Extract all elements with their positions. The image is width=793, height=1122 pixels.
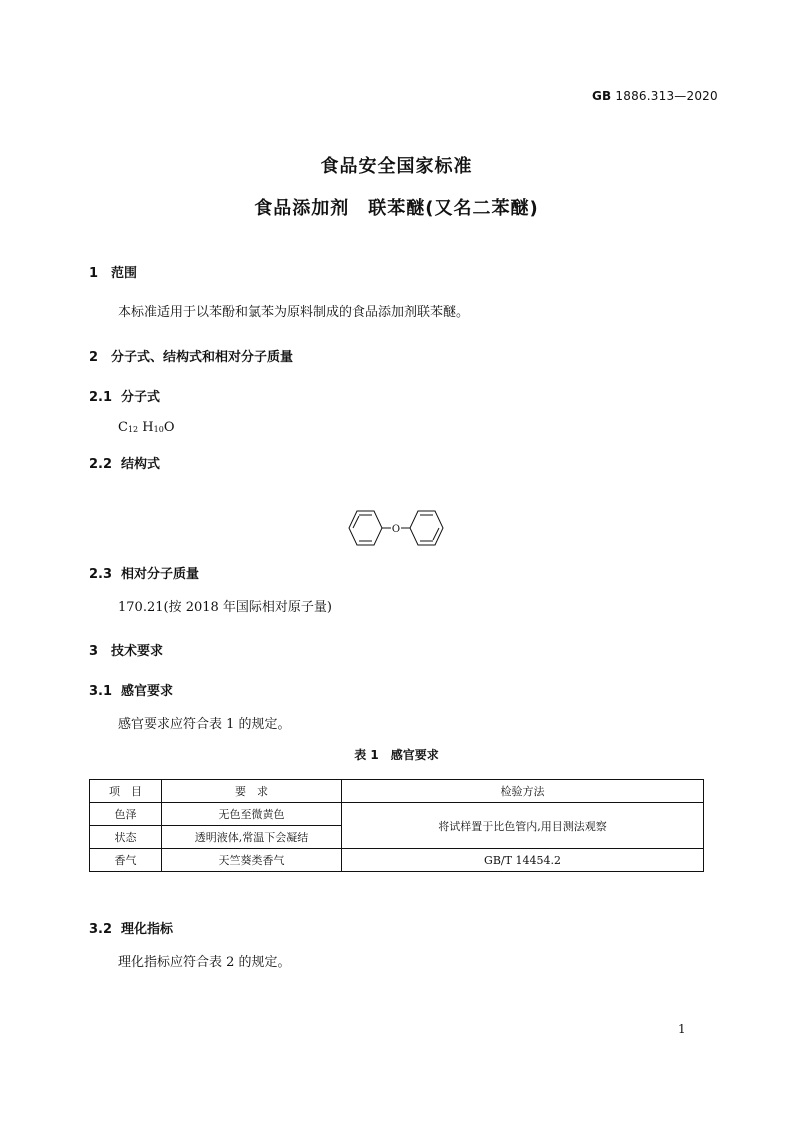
cell-requirement: 无色至微黄色 bbox=[162, 803, 342, 826]
sensory-requirements-table bbox=[89, 779, 704, 872]
section-1-text: 本标准适用于以苯酚和氯苯为原料制成的食品添加剂联苯醚。 bbox=[118, 305, 470, 320]
cell-item: 色泽 bbox=[90, 803, 162, 826]
molecular-formula bbox=[118, 420, 174, 435]
cell-item: 香气 bbox=[90, 849, 162, 872]
section-3-heading bbox=[89, 640, 163, 659]
section-title: 相对分子质量 bbox=[121, 567, 200, 582]
section-title: 理化指标 bbox=[121, 922, 174, 937]
formula-carbon-count: 12 bbox=[127, 425, 139, 434]
section-number: 2.2 bbox=[89, 457, 113, 472]
section-2-3-heading bbox=[89, 563, 199, 582]
section-1-heading bbox=[89, 262, 137, 281]
cell-requirement: 透明液体,常温下会凝结 bbox=[162, 826, 342, 849]
section-2-heading bbox=[89, 346, 293, 365]
column-header-requirement: 要 求 bbox=[162, 780, 342, 803]
section-3-2-text: 理化指标应符合表 2 的规定。 bbox=[118, 955, 291, 970]
section-number: 3.1 bbox=[89, 684, 113, 699]
table-1-caption: 表 1 感官要求 bbox=[354, 748, 439, 762]
section-title: 范围 bbox=[111, 266, 138, 281]
table-row bbox=[90, 803, 704, 826]
document-subtitle: 食品添加剂 联苯醚(又名二苯醚) bbox=[254, 198, 539, 219]
formula-hydrogen-count: 10 bbox=[153, 425, 164, 434]
section-number: 3 bbox=[89, 644, 99, 659]
section-number: 3.2 bbox=[89, 922, 113, 937]
column-header-item: 项 目 bbox=[90, 780, 162, 803]
structural-formula bbox=[345, 510, 447, 546]
section-number: 1 bbox=[89, 266, 99, 281]
formula-carbon: C bbox=[118, 420, 128, 435]
section-title: 感官要求 bbox=[121, 684, 174, 699]
section-title: 结构式 bbox=[121, 457, 161, 472]
section-number: 2 bbox=[89, 350, 99, 365]
section-2-1-heading bbox=[89, 386, 160, 405]
section-number: 2.3 bbox=[89, 567, 113, 582]
cell-requirement: 天竺葵类香气 bbox=[162, 849, 342, 872]
molecular-weight-text: 170.21(按 2018 年国际相对原子量) bbox=[118, 600, 332, 615]
section-2-2-heading bbox=[89, 453, 160, 472]
table-row bbox=[90, 849, 704, 872]
table-header-row bbox=[90, 780, 704, 803]
section-number: 2.1 bbox=[89, 390, 113, 405]
page-number: 1 bbox=[678, 1022, 686, 1036]
section-title: 分子式、结构式和相对分子质量 bbox=[111, 350, 294, 365]
section-3-1-heading bbox=[89, 680, 173, 699]
section-3-2-heading bbox=[89, 918, 173, 937]
formula-hydrogen: H bbox=[142, 420, 154, 435]
standard-prefix: GB bbox=[592, 89, 612, 103]
cell-method-merged: 将试样置于比色管内,用目测法观察 bbox=[342, 803, 704, 849]
cell-method: GB/T 14454.2 bbox=[342, 849, 704, 872]
document-title: 食品安全国家标准 bbox=[320, 156, 473, 177]
column-header-method: 检验方法 bbox=[342, 780, 704, 803]
standard-code: 1886.313—2020 bbox=[615, 89, 718, 103]
section-title: 技术要求 bbox=[111, 644, 164, 659]
formula-oxygen: O bbox=[163, 420, 175, 435]
section-3-1-text: 感官要求应符合表 1 的规定。 bbox=[118, 717, 291, 732]
oxygen-atom-label: O bbox=[391, 524, 401, 535]
section-title: 分子式 bbox=[121, 390, 161, 405]
standard-number bbox=[592, 89, 718, 103]
cell-item: 状态 bbox=[90, 826, 162, 849]
